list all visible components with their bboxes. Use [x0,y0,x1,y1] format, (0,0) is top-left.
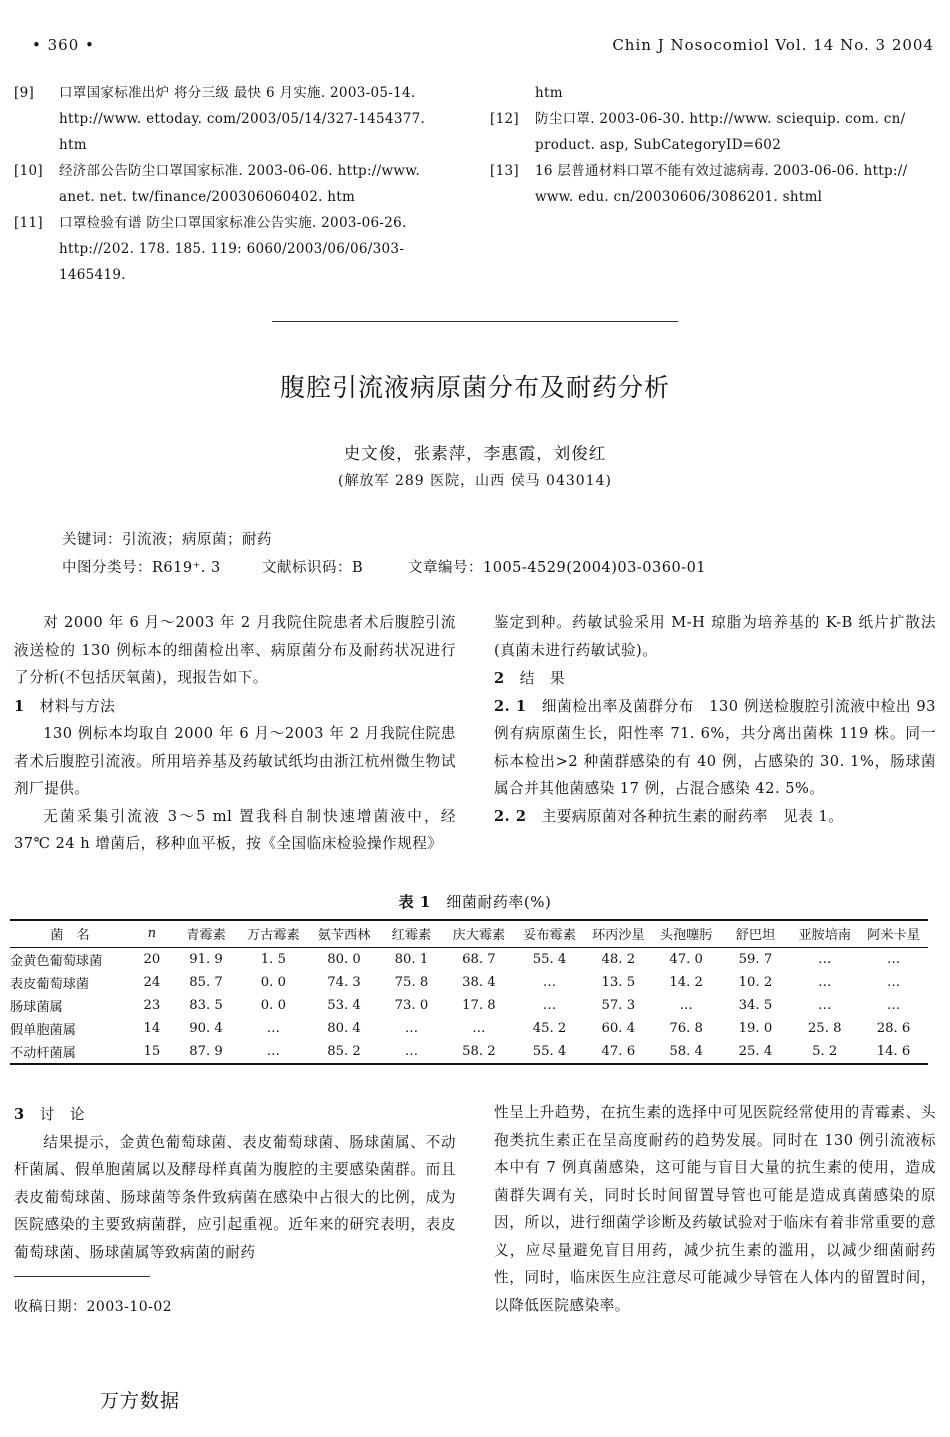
table-cell: 91. 9 [189,952,223,967]
table-cell: 53. 4 [327,998,361,1013]
table-caption: 表 1 细菌耐药率(%) [398,893,552,911]
table-cell: 58. 2 [444,1040,515,1064]
table-cell: 0. 0 [260,975,286,990]
table-cell: 23 [143,998,161,1013]
table-cell: 5. 2 [790,1040,859,1064]
reference-item: [11] 口罩检验有谱 防尘口罩国家标准公告实施. 2003-06-26. http://202. 178. 185. 119: 6060/2003/06/06/303-1465419. [14,215,407,283]
table-cell: … [886,998,901,1013]
article-affiliation: (解放军 289 医院，山西 侯马 043014) [338,473,612,489]
table-cell: 45. 2 [532,1021,567,1036]
table-header: 庆大霉素 [444,920,515,948]
body-right-column [494,609,936,830]
table-cell: 80. 4 [327,1021,361,1036]
resistance-table [10,919,928,1065]
table-row [10,1017,928,1040]
table-cell: 47. 6 [585,1040,652,1064]
references-left [14,80,456,288]
table-header-row [10,920,928,948]
table-header: 头孢噻肟 [652,920,721,948]
table-row-label: 金黄色葡萄球菌 [10,954,103,969]
table-cell: 60. 4 [601,1021,636,1036]
reference-item: [13] 16 层普通材料口罩不能有效过滤病毒. 2003-06-06. http:// www. edu. cn/20030606/3086201. shtml [490,163,908,205]
table-row-label: 肠球菌属 [10,1000,63,1015]
reference-item: [12] 防尘口罩. 2003-06-30. http://www. sciequip. com. cn/ product. asp, SubCategoryID=602 [490,111,906,153]
table-cell: 20 [143,952,161,967]
table-cell: 17. 8 [462,998,496,1013]
footnote-rule [14,1276,150,1277]
article-title: 腹腔引流液病原菌分布及耐药分析 [279,373,670,402]
table-header: n [130,920,174,948]
methods-paragraph: 无菌采集引流液 3～5 ml 置我科自制快速增菌液中，经 37℃ 24 h 增菌后，移种血平板，按《全国临床检验操作规程》 [14,807,456,852]
table-row [10,1040,928,1064]
table-header: 红霉素 [379,920,443,948]
table-cell: … [818,952,832,967]
reference-item: [10] 经济部公告防尘口罩国家标准. 2003-06-06. http://www. anet. net. tw/finance/200306060402. htm [14,163,421,205]
table-cell: … [238,1040,309,1064]
intro-paragraph: 对 2000 年 6 月～2003 年 2 月我院住院患者术后腹腔引流液送检的 130 例标本的细菌检出率、病原菌分布及耐药状况进行了分析(不包括厌氧菌)，现报告如下。 [14,614,456,686]
table-cell: 58. 4 [652,1040,721,1064]
table-cell: … [404,1021,419,1036]
table-cell: … [818,998,832,1013]
discussion-paragraph: 性呈上升趋势，在抗生素的选择中可见医院经常使用的青霉素、头孢类抗生素正在呈高度耐药的趋势发展。同时在 130 例引流液标本中有 7 例真菌感染，这可能与盲目大量的抗生素的使用，造成菌群失调有关，同时长时间留置导管也可能是造成真菌感染的原因，所以，进行细菌学诊断及药敏试验对于临床有着非常重要的意义，应尽量避免盲目用药，减少抗生素的滥用，以减少细菌耐药性，同时，临床医生应注意尽可能减少导管在人体内的留置时间，以降低医院感染率。 [494,1104,936,1314]
table-cell: 80. 1 [394,952,429,967]
table-cell: 10. 2 [738,975,773,990]
keywords: 关键词：引流液；病原菌；耐药 [62,532,272,548]
table-header: 青霉素 [174,920,238,948]
article-authors: 史文俊，张素萍，李惠霞，刘俊红 [343,444,607,463]
table-cell: … [886,952,901,967]
table-cell: 0. 0 [260,998,286,1013]
results-paragraph: 2. 1 细菌检出率及菌群分布 130 例送检腹腔引流液中检出 93 例有病原菌生长，阳性率 71. 6%，共分离出菌株 119 株。同一标本检出>2 种菌群感染的有 40 例，占感染的 30. 1%，肠球菌属合并其他菌感染 17 例，占混合感染 42. 5%。 [494,697,936,797]
table-header: 亚胺培南 [790,920,859,948]
table-cell: … [472,1021,486,1036]
table-cell: 83. 5 [189,998,223,1013]
page-number: • 360 • [32,36,95,54]
table-cell: 19. 0 [738,1021,773,1036]
table-header: 妥布霉素 [514,920,585,948]
received-date: 收稿日期：2003-10-02 [14,1299,173,1315]
table-cell: 80. 0 [327,952,361,967]
table-cell: 13. 5 [601,975,636,990]
table-cell: 85. 7 [189,975,223,990]
table-cell: … [542,998,557,1013]
table-cell: 24 [143,975,161,990]
table-row-label: 假单胞菌属 [10,1023,76,1038]
table-cell: 25. 8 [807,1021,842,1036]
table-cell: 34. 5 [738,998,773,1013]
table-cell: … [818,975,832,990]
section-heading: 2 结 果 [494,670,566,687]
table-header: 氨苄西林 [309,920,380,948]
table-cell: 14 [143,1021,161,1036]
table-cell: 25. 4 [721,1040,791,1064]
table-row [10,948,928,972]
table-header: 阿米卡星 [859,920,928,948]
journal-header: Chin J Nosocomiol Vol. 14 No. 3 2004 [612,36,934,54]
table-header: 万古霉素 [238,920,309,948]
table-cell: 47. 0 [669,952,703,967]
table-cell: 90. 4 [189,1021,223,1036]
discussion-right-column [494,1099,936,1319]
table-header: 舒巴坦 [721,920,791,948]
references-right [490,80,936,210]
table-cell: 38. 4 [462,975,496,990]
table-cell: 14. 6 [859,1040,928,1064]
table-row-label: 不动杆菌属 [10,1040,130,1064]
reference-item: htm [535,85,563,101]
reference-item: [9] 口罩国家标准出炉 将分三级 最快 6 月实施. 2003-05-14. http://www. ettoday. com/2003/05/14/327-1454377. htm [14,85,426,153]
table-cell: 1. 5 [260,952,286,967]
table-cell: 59. 7 [738,952,773,967]
table-cell: 87. 9 [174,1040,238,1064]
table-row [10,971,928,994]
document-code: 文献标识码：B [262,560,364,576]
article-number: 文章编号：1005-4529(2004)03-0360-01 [408,560,707,576]
watermark: 万方数据 [100,1390,181,1412]
table-header: 菌 名 [10,920,130,948]
table-cell: 73. 0 [394,998,429,1013]
section-heading: 1 材料与方法 [14,697,116,715]
table-cell: 68. 7 [462,952,496,967]
table-cell: … [379,1040,443,1064]
table-cell: 75. 8 [394,975,429,990]
table-cell: 28. 6 [876,1021,911,1036]
table-cell: … [886,975,901,990]
table-cell: … [542,975,557,990]
table-cell: … [266,1021,280,1036]
table-cell: 76. 8 [669,1021,703,1036]
results-paragraph: 2. 2 主要病原菌对各种抗生素的耐药率 见表 1。 [494,807,844,825]
discussion-paragraph: 结果提示，金黄色葡萄球菌、表皮葡萄球菌、肠球菌属、不动杆菌属、假单胞菌属以及酵母样真菌为腹腔的主要感染菌群。而且表皮葡萄球菌、肠球菌等条件致病菌在感染中占很大的比例，成为医院感染的主要致病菌群，应引起重视。近年来的研究表明，表皮葡萄球菌、肠球菌属等致病菌的耐药 [14,1133,456,1261]
table-cell: 15 [130,1040,174,1064]
table-cell: 85. 2 [309,1040,380,1064]
table-header: 环丙沙星 [585,920,652,948]
clc-number: 中图分类号：R619⁺. 3 [62,560,221,576]
section-heading: 3 讨 论 [14,1106,86,1123]
table-cell: 48. 2 [601,952,636,967]
body-left-column [14,609,456,858]
table-cell: 57. 3 [601,998,636,1013]
methods-continued: 鉴定到种。药敏试验采用 M-H 琼脂为培养基的 K-B 纸片扩散法(真菌未进行药敏试验)。 [494,614,936,659]
table-row [10,994,928,1017]
section-divider [272,321,678,322]
table-row-label: 表皮葡萄球菌 [10,977,90,992]
discussion-left-column [14,1101,456,1266]
table-cell: 55. 4 [532,952,567,967]
table-cell: … [679,998,693,1013]
methods-paragraph: 130 例标本均取自 2000 年 6 月～2003 年 2 月我院住院患者术后腹腔引流液。所用培养基及药敏试纸均由浙江杭州微生物试剂厂提供。 [14,725,456,797]
table-cell: 14. 2 [669,975,703,990]
table-cell: 74. 3 [327,975,361,990]
table-cell: 55. 4 [514,1040,585,1064]
